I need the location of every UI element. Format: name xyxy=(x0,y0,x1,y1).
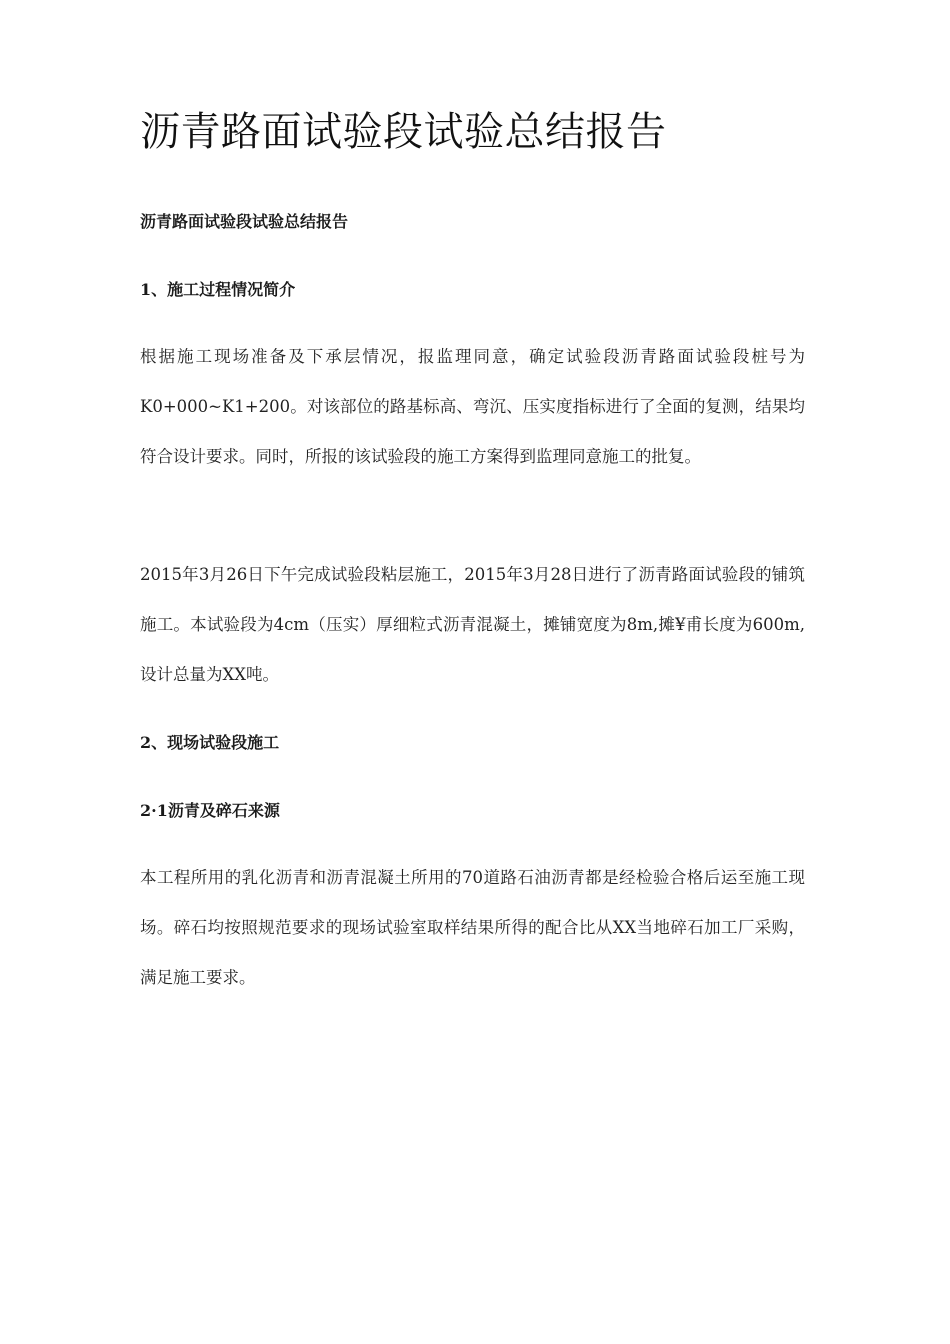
section-2-1-heading: 2·1沥青及碎石来源 xyxy=(140,801,280,820)
section-1-paragraph-1: 根据施工现场准备及下承层情况，报监理同意，确定试验段沥青路面试验段桩号为K0+000~K1+200。对该部位的路基标高、弯沉、压实度指标进行了全面的复测，结果均符合设计要求。同时，所报的该试验段的施工方案得到监理同意施工的批复。 xyxy=(140,347,805,466)
section-1-heading: 1、施工过程情况简介 xyxy=(140,280,296,299)
section-1-paragraph-2: 2015年3月26日下午完成试验段粘层施工，2015年3月28日进行了沥青路面试验段的铺筑施工。本试验段为4cm（压实）厚细粒式沥青混凝土，摊铺宽度为8m,摊¥甫长度为600m,设计总量为XX吨。 xyxy=(140,565,805,684)
document-subtitle: 沥青路面试验段试验总结报告 xyxy=(140,212,349,231)
document-title: 沥青路面试验段试验总结报告 xyxy=(140,109,667,155)
section-2-heading: 2、现场试验段施工 xyxy=(140,733,280,752)
section-2-1-paragraph: 本工程所用的乳化沥青和沥青混凝土所用的70道路石油沥青都是经检验合格后运至施工现场。碎石均按照规范要求的现场试验室取样结果所得的配合比从XX当地碎石加工厂采购，满足施工要求。 xyxy=(140,868,805,987)
